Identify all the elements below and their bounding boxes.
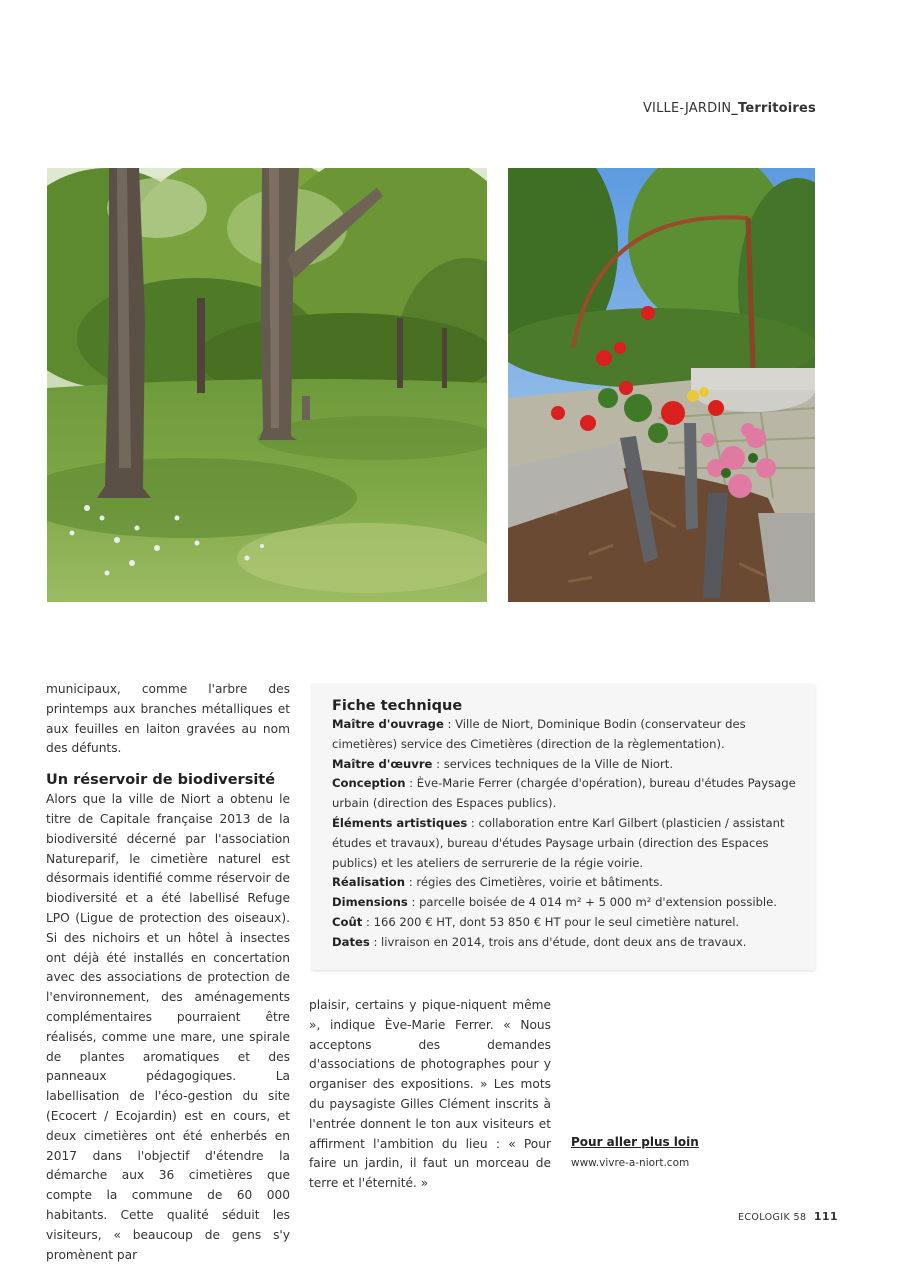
fiche-item [332, 933, 797, 953]
article-column-1 [46, 680, 290, 1265]
body-paragraph-continued: plaisir, certains y pique-niquent même », indique Ève-Marie Ferrer. « Nous acceptons des demandes d'associations de photographes pour y organiser des expositions. » Les mots du paysagiste Gilles Clément inscrits à l'entrée donnent le ton aux visiteurs et affirment l'ambition du lieu : « Pour faire un jardin, il faut un morceau de terre et l'éternité. » [309, 998, 551, 1191]
fiche-sep: : [443, 717, 456, 731]
fiche-item [332, 913, 797, 933]
header-separator: _ [731, 101, 738, 116]
fiche-sep: : [405, 776, 417, 791]
section-heading: Un réservoir de biodiversité [46, 772, 276, 789]
fiche-value: 166 200 € HT, dont 53 850 € HT pour le seul cimetière naturel. [373, 914, 740, 929]
article-column-2 [309, 996, 551, 1194]
fiche-value: Ève-Marie Ferrer (chargée d'opération), bureau d'études Paysage urbain (direction des Espaces publics). [332, 776, 796, 811]
fiche-item [332, 873, 797, 893]
photo-park-trees [47, 168, 487, 602]
magazine-name: ECOLOGIK [737, 1212, 791, 1223]
page-footer [738, 1210, 838, 1223]
fiche-sep: : [407, 895, 420, 910]
fiche-value: régies des Cimetières, voirie et bâtiments. [416, 875, 663, 890]
fiche-sep: : [467, 815, 479, 830]
website-link[interactable]: www.vivre-a-niort.com [571, 1157, 690, 1169]
fiche-key: Réalisation [332, 875, 406, 890]
intro-paragraph: municipaux, comme l'arbre des printemps aux branches métalliques et aux feuilles en laiton gravées au nom des défunts. [46, 682, 290, 756]
fiche-value: services techniques de la Ville de Niort. [443, 756, 674, 771]
category-label: Territoires [737, 101, 816, 116]
fiche-item [332, 774, 797, 814]
fiche-key: Éléments artistiques [332, 815, 468, 830]
fiche-sep: : [369, 934, 382, 949]
fiche-item [332, 755, 797, 775]
page-number: 111 [813, 1210, 838, 1223]
photo-flower-vases [508, 168, 815, 602]
further-reading-title: Pour aller plus loin [571, 1135, 699, 1149]
fiche-title: Fiche technique [332, 698, 463, 714]
fiche-key: Dimensions [332, 895, 408, 910]
body-paragraph: Alors que la ville de Niort a obtenu le titre de Capitale française 2013 de la biodiversité décerné par l'association Natureparif, le cimetière naturel est désormais identifié comme réservoir de biodiversité et a été labellisé Refuge LPO (Ligue de protection des oiseaux). Si des nichoirs et un hôtel à insectes ont déjà été installés en concertation avec des associations de protection de l'environnement, des aménagements complémentaires pourraient être réalisés, comme une mare, une spirale de plantes aromatiques et des panneaux pédagogiques. La labellisation de l'éco-gestion du site (Ecocert / Ecojardin) est en cours, et deux cimetières ont été enherbés en 2017 dans l'objectif d'étendre la démarche aux 36 cimetières que compte la commune de 60 000 habitants. Cette qualité séduit les visiteurs, « beaucoup de gens s'y promènent par [46, 792, 290, 1262]
fiche-key: Dates [332, 934, 370, 949]
fiche-technique-box [312, 684, 815, 970]
fiche-key: Conception [332, 776, 406, 791]
fiche-key: Coût [332, 914, 363, 929]
section-label: VILLE-JARDIN [642, 101, 732, 116]
fiche-value: livraison en 2014, trois ans d'étude, dont deux ans de travaux. [381, 934, 747, 949]
issue-number: 58 [793, 1212, 807, 1223]
fiche-key: Maître d'ouvrage [332, 717, 444, 731]
fiche-sep: : [362, 914, 374, 929]
fiche-value: Ville de Niort, Dominique Bodin (conservateur des cimetières) service des Cimetières (direction de la règlementation). [332, 717, 746, 751]
fiche-value: parcelle boisée de 4 014 m² + 5 000 m² d'extension possible. [419, 895, 777, 910]
fiche-value: collaboration entre Karl Gilbert (plasticien / assistant études et travaux), bureau d'études Paysage urbain (direction des Espaces publics) et les ateliers de serrurerie de la régie voirie. [332, 815, 785, 870]
fiche-item [332, 893, 797, 913]
fiche-key: Maître d'œuvre [332, 756, 433, 771]
fiche-item [332, 715, 797, 755]
fiche-item [332, 814, 797, 873]
fiche-sep: : [432, 756, 444, 771]
fiche-sep: : [405, 875, 417, 890]
section-header [643, 101, 816, 116]
